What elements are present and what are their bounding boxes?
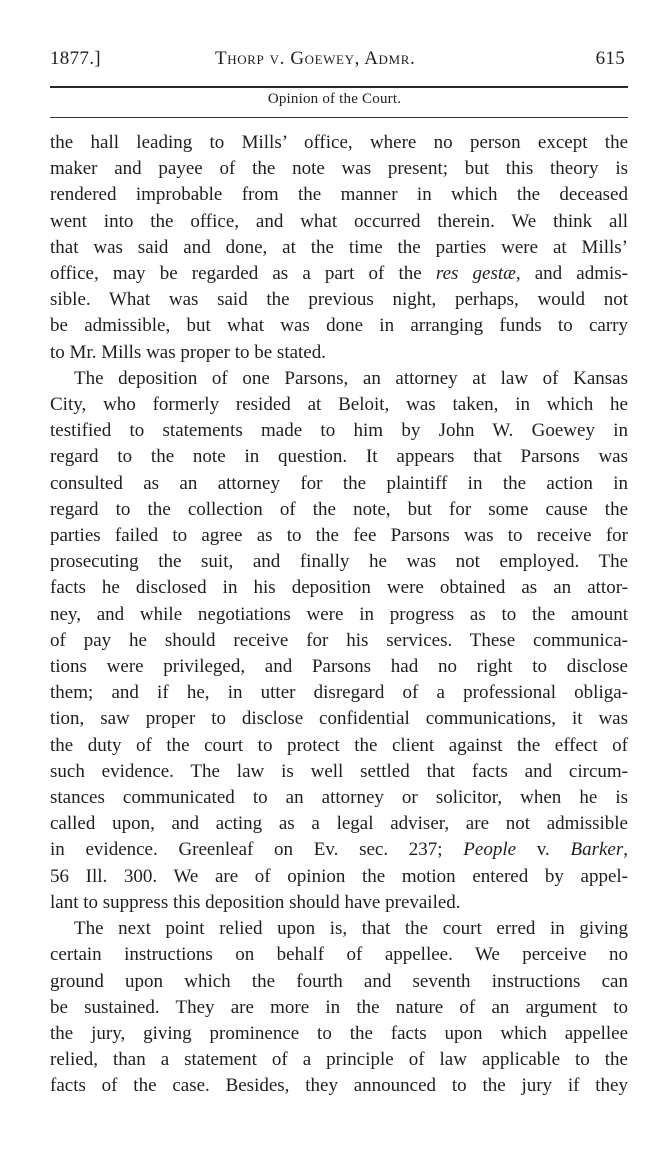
text-line: maker and payee of the note was present; but this theory is xyxy=(50,158,628,180)
text-line: 56 Ill. 300. We are of opinion the motion entered by appel- xyxy=(50,865,628,887)
text-line: rendered improbable from the manner in which the deceased xyxy=(50,184,628,206)
text-line: to Mr. Mills was proper to be stated. xyxy=(50,341,326,363)
text-line: sible. What was said the previous night, perhaps, would not xyxy=(50,289,628,311)
text-line: the hall leading to Mills’ office, where no person except the xyxy=(50,132,628,153)
text-line xyxy=(50,261,628,287)
text-segment: in evidence. Greenleaf on Ev. sec. 237; xyxy=(50,839,464,861)
case-name-italic: Barker xyxy=(570,839,624,861)
paragraph-first-line: The next point relied upon is, that the court erred in giving xyxy=(74,918,628,940)
text-line: ground upon which the fourth and seventh instructions can xyxy=(50,970,628,992)
paragraph-first-line: The deposition of one Parsons, an attorney at law of Kansas xyxy=(74,367,628,389)
text-line: called upon, and acting as a legal adviser, are not admissible xyxy=(50,813,628,835)
text-line xyxy=(50,837,628,863)
text-line: prosecuting the suit, and finally he was not employed. The xyxy=(50,551,628,573)
text-line: them; and if he, in utter disregard of a professional obliga- xyxy=(50,682,628,704)
text-segment: , and admis- xyxy=(515,263,628,285)
text-line: lant to suppress this deposition should have prevailed. xyxy=(50,891,461,913)
header-case-title: Thorp v. Goewey, Admr. xyxy=(215,48,416,69)
text-line: tions were privileged, and Parsons had no right to disclose xyxy=(50,656,628,678)
text-line: facts of the case. Besides, they announced to the jury if they xyxy=(50,1075,628,1097)
text-line: relied, than a statement of a principle of law applicable to the xyxy=(50,1049,628,1071)
text-line: stances communicated to an attorney or solicitor, when he is xyxy=(50,787,628,809)
section-subheading: Opinion of the Court. xyxy=(267,91,402,107)
text-line: the jury, giving prominence to the facts upon which appellee xyxy=(50,1022,628,1044)
text-line: facts he disclosed in his deposition were obtained as an attor- xyxy=(50,577,628,599)
running-head xyxy=(50,46,625,76)
text-line: testified to statements made to him by John W. Goewey in xyxy=(50,420,628,442)
text-line: parties failed to agree as to the fee Parsons was to receive for xyxy=(50,525,628,547)
text-line: ney, and while negotiations were in progress as to the amount xyxy=(50,603,628,625)
header-rule xyxy=(50,86,628,88)
text-line: the duty of the court to protect the client against the effect of xyxy=(50,734,628,756)
text-segment: v. xyxy=(516,839,571,861)
text-line: such evidence. The law is well settled that facts and circum- xyxy=(50,760,628,782)
text-line: certain instructions on behalf of appellee. We perceive no xyxy=(50,944,628,966)
italic-term: res gestæ xyxy=(435,263,516,285)
text-line: regard to the note in question. It appears that Parsons was xyxy=(50,446,628,468)
subheading-rule xyxy=(50,117,628,118)
text-line: be sustained. They are more in the nature of an argument to xyxy=(50,996,628,1018)
text-line: went into the office, and what occurred therein. We think all xyxy=(50,210,628,232)
opinion-body xyxy=(50,130,628,1100)
text-segment: office, may be regarded as a part of the xyxy=(50,263,436,285)
case-name-italic: People xyxy=(463,839,517,861)
text-segment: , xyxy=(623,839,628,861)
text-line: consulted as an attorney for the plaintiff in the action in xyxy=(50,472,628,494)
text-line: be admissible, but what was done in arranging funds to carry xyxy=(50,315,628,337)
text-line: of pay he should receive for his services. These communica- xyxy=(50,629,628,651)
header-page-number: 615 xyxy=(595,48,625,69)
text-line: City, who formerly resided at Beloit, was taken, in which he xyxy=(50,394,628,416)
text-line: regard to the collection of the note, but for some cause the xyxy=(50,498,628,520)
text-line: tion, saw proper to disclose confidential communications, it was xyxy=(50,708,628,730)
text-line: that was said and done, at the time the parties were at Mills’ xyxy=(50,236,628,258)
header-year: 1877.] xyxy=(50,48,101,69)
